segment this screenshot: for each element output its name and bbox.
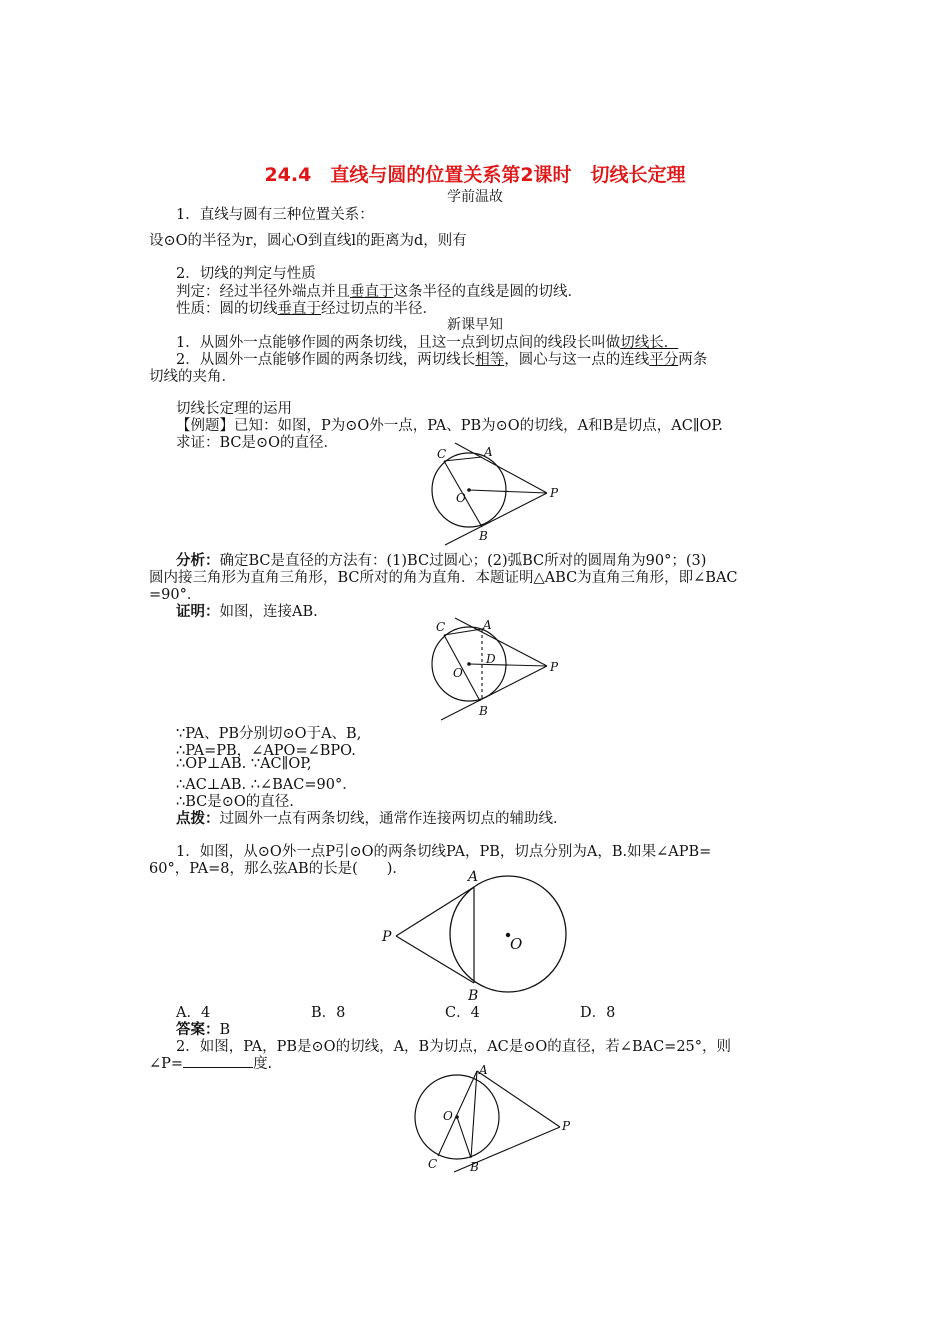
proof-heading	[176, 600, 318, 621]
tip	[176, 807, 568, 828]
topic-heading: 切线长定理的运用	[176, 401, 292, 417]
proof-step: ∴AC⊥AB. ∴∠BAC=90°．	[176, 777, 357, 793]
property-text-end: 经过切点的半径．	[321, 301, 437, 317]
example-prove: 求证：BC是⊙O的直径．	[176, 435, 339, 451]
segment-op-2	[469, 664, 547, 666]
label-o-q1: O	[510, 935, 523, 953]
label-o-q2: O	[443, 1109, 453, 1123]
review-item-1: 1．直线与圆有三种位置关系：	[176, 207, 374, 223]
tangent-pa-q2	[477, 1071, 560, 1127]
tip-label: 点拨：	[176, 810, 220, 827]
label-c-q2: C	[428, 1157, 438, 1171]
center-dot-q2	[455, 1115, 459, 1119]
chord-ab-q2	[471, 1071, 477, 1158]
segment-op	[469, 490, 547, 493]
proof-step: ∴PA=PB，∠APO=∠BPO.	[176, 743, 356, 759]
label-o: O	[456, 491, 466, 505]
section-heading-preview: 新课早知	[447, 317, 503, 333]
tangent-pa-q1	[396, 887, 474, 936]
review-item-1-desc: 设⊙O的半径为r，圆心O到直线l的距离为d，则有	[149, 233, 467, 249]
q1-option-c: C．4	[445, 1005, 480, 1021]
preview-item-2-answer-2: 平分	[649, 352, 679, 368]
q2-answer-blank[interactable]	[183, 1054, 253, 1068]
q1-option-a: A．4	[176, 1005, 211, 1021]
tip-text: 过圆外一点有两条切线，通常作连接两切点的辅助线．	[219, 811, 568, 827]
q1-option-b: B．8	[311, 1005, 346, 1021]
judgement-text: 判定：经过半径外端点并且	[176, 284, 350, 300]
judgement-answer: 垂直于	[350, 284, 394, 300]
tangent-pa-2	[455, 618, 547, 666]
proof-step: ∴OP⊥AB. ∵AC∥OP,	[176, 756, 312, 772]
tangent-pb-q1	[396, 936, 474, 983]
figure-proof	[425, 617, 565, 717]
figure-q2	[410, 1062, 580, 1172]
label-b: B	[479, 529, 488, 543]
proof-step: ∴BC是⊙O的直径.	[176, 794, 294, 810]
label-b-q1: B	[468, 988, 479, 1004]
analysis-text-1: 确定BC是直径的方法有：(1)BC过圆心；(2)弧BC所对的圆周角为90°；(3)	[219, 553, 707, 569]
property-answer: 垂直于	[277, 301, 321, 317]
figure-q1	[380, 870, 580, 1020]
label-p-q2: P	[562, 1119, 571, 1133]
q1-answer-value: B	[219, 1022, 231, 1038]
preview-item-2-answer-1: 相等	[475, 352, 505, 368]
proof-step: ∵PA、PB分别切⊙O于A、B,	[176, 726, 362, 742]
preview-item-2	[176, 348, 707, 369]
figure-example	[425, 442, 565, 543]
q2-text-end: 度.	[253, 1056, 273, 1072]
proof-label: 证明：	[176, 603, 220, 620]
example-label: 【例题】	[176, 418, 234, 434]
analysis-line-3: =90°．	[149, 587, 202, 603]
label-a-q1: A	[468, 869, 479, 885]
q2-text: ∠P=	[149, 1056, 184, 1072]
radius-ob-q2	[457, 1117, 471, 1158]
preview-item-2-a: 2．从圆外一点能够作圆的两条切线，两切线长	[176, 352, 476, 368]
review-item-2: 2．切线的判定与性质	[176, 266, 316, 282]
label-a: A	[484, 445, 493, 459]
q1-option-d: D．8	[580, 1005, 616, 1021]
label-a-q2: A	[479, 1063, 488, 1077]
analysis-line-2: 圆内接三角形为直角三角形，BC所对的角为直角．本题证明△ABC为直角三角形，即∠BAC	[149, 570, 738, 586]
section-heading-review: 学前温故	[447, 189, 503, 205]
label-c: C	[437, 447, 447, 461]
preview-item-1-answer: 切线长．	[620, 335, 679, 351]
analysis-label: 分析：	[176, 552, 220, 569]
center-dot-2	[467, 662, 471, 666]
preview-item-2-b: ，圆心与这一点的连线	[504, 352, 650, 368]
preview-item-1-text: 1．从圆外一点能够作圆的两条切线，且这一点到切点间的线段长叫做	[176, 335, 621, 351]
q1-line-2: 60°，PA=8，那么弦AB的长是( )．	[149, 861, 407, 877]
preview-item-2-c: 两条	[678, 352, 708, 368]
q2-line-2	[149, 1052, 272, 1073]
label-d: D	[486, 652, 496, 666]
label-p: P	[550, 486, 559, 500]
proof-intro: 如图，连接AB.	[219, 604, 318, 620]
label-p-q1: P	[382, 929, 392, 945]
q1-answer-label: 答案：	[176, 1021, 220, 1038]
label-p-2: P	[550, 660, 559, 674]
property-text: 性质：圆的切线	[176, 301, 278, 317]
page-title: 24.4 直线与圆的位置关系第2课时 切线长定理	[264, 164, 686, 186]
center-dot	[467, 488, 471, 492]
q1-line-1: 1．如图，从⊙O外一点P引⊙O的两条切线PA，PB，切点分别为A，B.如果∠APB=	[176, 844, 712, 860]
label-a-2: A	[483, 618, 492, 632]
preview-item-2-line2: 切线的夹角．	[149, 369, 236, 385]
example-text: 已知：如图，P为⊙O外一点，PA、PB为⊙O的切线，A和B是切点，AC∥OP.	[234, 418, 723, 434]
q2-line-1: 2．如图，PA，PB是⊙O的切线，A，B为切点，AC是⊙O的直径，若∠BAC=25°，则	[176, 1039, 732, 1055]
tangent-pa	[455, 443, 547, 493]
label-c-2: C	[436, 620, 446, 634]
label-b-q2: B	[470, 1160, 479, 1174]
label-o-2: O	[453, 666, 463, 680]
label-b-2: B	[479, 704, 488, 718]
judgement-text-end: 这条半径的直线是圆的切线．	[393, 284, 582, 300]
